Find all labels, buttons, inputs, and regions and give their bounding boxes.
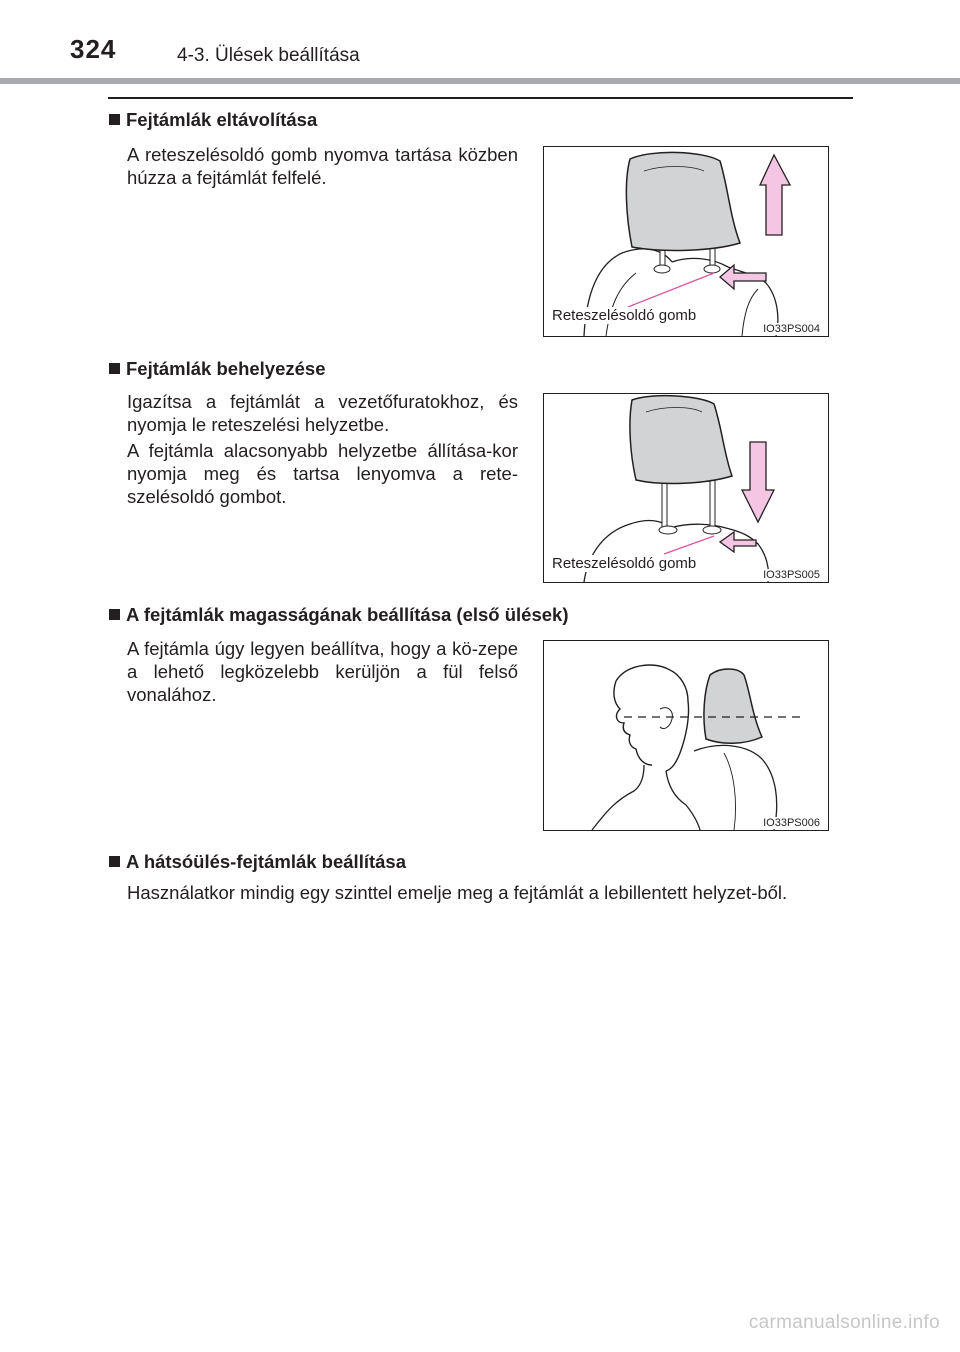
figure-code: IO33PS006: [763, 817, 820, 829]
header-bar: [0, 78, 960, 84]
figure-code: IO33PS005: [763, 569, 820, 581]
paragraph-install-2: A fejtámla alacsonyabb helyzetbe állítása-kor nyomja meg és tartsa lenyomva a rete-szelésoldó gombot.: [127, 440, 518, 507]
paragraph-install-1: Igazítsa a fejtámlát a vezetőfuratokhoz, és nyomja le reteszelési helyzetbe.: [127, 391, 518, 435]
bullet-square-icon: [109, 609, 120, 620]
figure-code: IO33PS004: [763, 323, 820, 335]
paragraph-remove: A reteszelésoldó gomb nyomva tartása közben húzza a fejtámlát felfelé.: [127, 144, 518, 188]
page-number: 324: [70, 34, 117, 64]
paragraph-height: A fejtámla úgy legyen beállítva, hogy a kö-zepe a lehető legközelebb kerüljön a fül felső vonalához.: [127, 638, 518, 705]
section-heading-install: Fejtámlák behelyezése: [109, 358, 326, 380]
section-heading-height: A fejtámlák magasságának beállítása (első ülések): [109, 604, 569, 626]
bullet-square-icon: [109, 856, 120, 867]
figure-install-headrest: [543, 393, 829, 583]
section-rule: [108, 97, 853, 99]
headrest-height-illustration: [544, 641, 828, 830]
figure-remove-headrest: [543, 146, 829, 337]
paragraph-rear: Használatkor mindig egy szinttel emelje meg a fejtámlát a lebillentett helyzet-ből.: [127, 882, 788, 903]
section-heading-rear: A hátsóülés-fejtámlák beállítása: [109, 851, 406, 873]
figure-label-release-button: Reteszelésoldó gomb: [552, 307, 697, 324]
bullet-square-icon: [109, 363, 120, 374]
watermark: carmanualsonline.info: [748, 1312, 940, 1333]
figure-label-release-button: Reteszelésoldó gomb: [552, 555, 697, 572]
figure-headrest-height: [543, 640, 829, 831]
chapter-title: 4-3. Ülések beállítása: [177, 45, 360, 66]
headrest-install-illustration: [544, 394, 828, 582]
section-heading-remove: Fejtámlák eltávolítása: [109, 109, 317, 131]
bullet-square-icon: [109, 114, 120, 125]
